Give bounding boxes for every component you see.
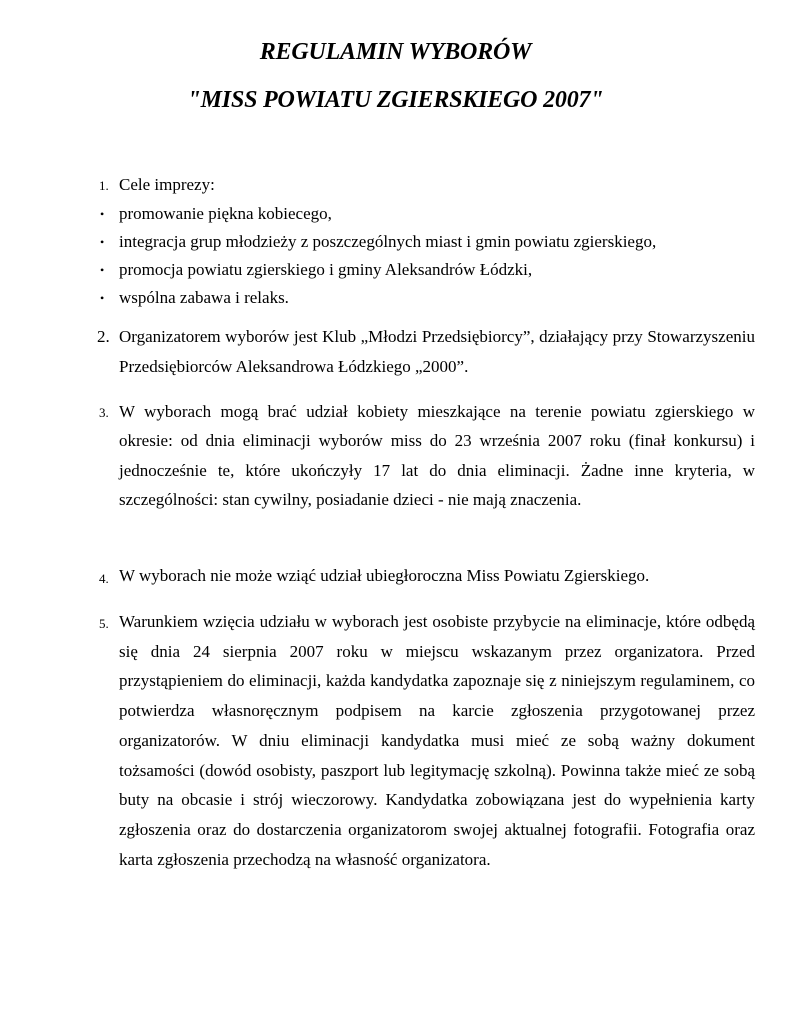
- section-text: W wyborach mogą brać udział kobiety mieszkające na terenie powiatu zgierskiego w okresie: od dnia eliminacji wyborów miss do 23 września 2007 roku (finał konkursu) i jednocześnie te, które ukończyły 17 lat do dnia eliminacji. Żadne inne kryteria, w szczególności: stan cywilny, posiadanie dzieci - nie mają znaczenia.: [119, 402, 755, 510]
- bullet-icon: •: [100, 291, 105, 305]
- section-heading: Cele imprezy:: [119, 175, 215, 194]
- section-text: Warunkiem wzięcia udziału w wyborach jest osobiste przybycie na eliminacje, które odbędą się dnia 24 sierpnia 2007 roku w miejscu wskazanym przez organizatora. Przed przystąpieniem do eliminacji, każda kandydatka zapoznaje się z niniejszym regulaminem, co potwierdza własnoręcznym podpisem na karcie zgłoszenia przygotowanej przez organizatorów. W dniu eliminacji kandydatka musi mieć ze sobą ważny dokument tożsamości (dowód osobisty, paszport lub legitymację szkolną). Powinna także mieć ze sobą buty na obcasie i strój wieczorowy. Kandydatka zobowiązana jest do wypełnienia karty zgłoszenia oraz do dostarczenia organizatorom swojej aktualnej fotografii. Fotografia oraz karta zgłoszenia przechodzą na własność organizatora.: [119, 612, 755, 869]
- section-number: 1.: [99, 178, 109, 193]
- list-item: integracja grup młodzieży z poszczególnych miast i gmin powiatu zgierskiego,: [119, 232, 657, 251]
- section-number: 5.: [99, 616, 109, 631]
- section-number: 2.: [97, 327, 110, 346]
- section-text: Organizatorem wyborów jest Klub „Młodzi Przedsiębiorcy”, działający przy Stowarzyszeniu Przedsiębiorców Aleksandrowa Łódzkiego „2000”.: [119, 327, 755, 376]
- section-text: W wyborach nie może wziąć udział ubiegłoroczna Miss Powiatu Zgierskiego.: [119, 566, 650, 585]
- section-number: 3.: [99, 405, 109, 420]
- bullet-icon: •: [100, 207, 105, 221]
- list-item: wspólna zabawa i relaks.: [119, 288, 289, 307]
- section-number: 4.: [99, 571, 109, 586]
- list-item: promowanie piękna kobiecego,: [119, 204, 332, 223]
- list-item: promocja powiatu zgierskiego i gminy Aleksandrów Łódzki,: [119, 260, 533, 279]
- bullet-icon: •: [100, 235, 105, 249]
- bullet-icon: •: [100, 263, 105, 277]
- document-title-line-2: "MISS POWIATU ZGIERSKIEGO 2007": [187, 87, 604, 113]
- document-title-line-1: REGULAMIN WYBORÓW: [259, 39, 532, 65]
